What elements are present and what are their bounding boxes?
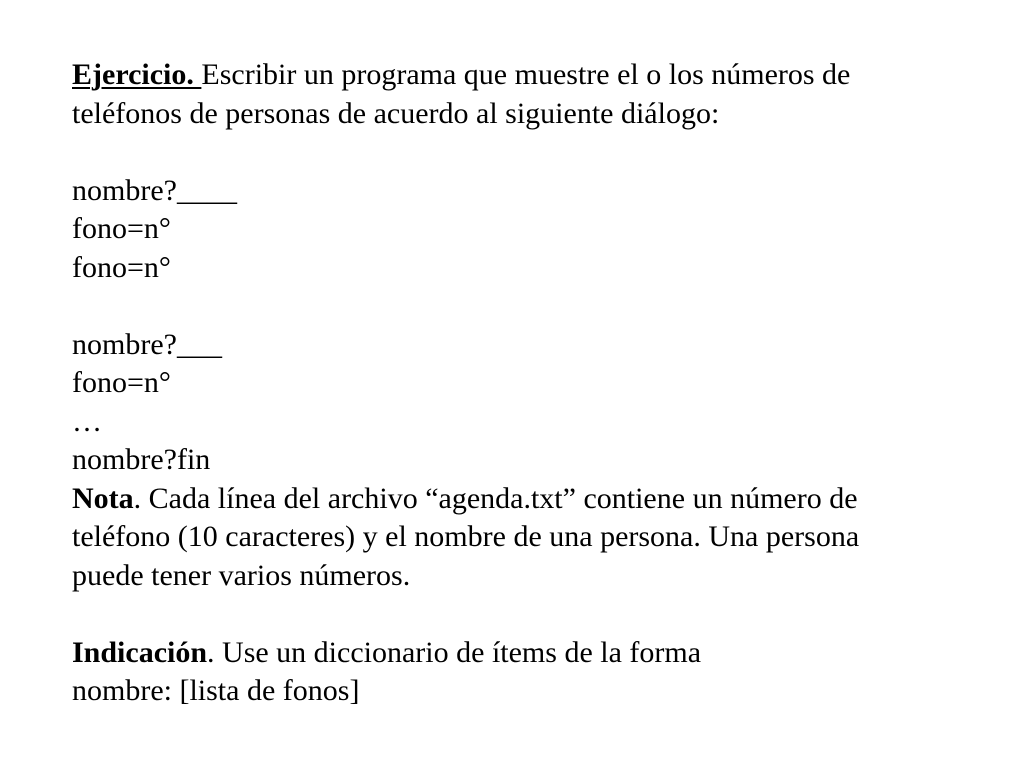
exercise-line-2: teléfonos de personas de acuerdo al siguiente diálogo: [72, 96, 720, 130]
note-text-1: . Cada línea del archivo “agenda.txt” contiene un número de [133, 481, 858, 515]
hint-label: Indicación [72, 635, 208, 669]
exercise-line-1 [72, 56, 982, 95]
hint-line-1 [72, 634, 982, 673]
dialog-line: nombre?___ [72, 327, 222, 361]
hint-line-2: nombre: [lista de fonos] [72, 674, 360, 707]
exercise-text-1: Escribir un programa que muestre el o los números de [201, 58, 851, 91]
hint-text-1: . Use un diccionario de ítems de la forma [207, 635, 702, 669]
note-label: Nota [72, 481, 134, 515]
spacer [72, 287, 982, 326]
exercise-heading: Ejercicio. [72, 58, 202, 91]
note-line-1 [72, 480, 982, 519]
slide-content [72, 56, 982, 711]
note-line-2: teléfono (10 caracteres) y el nombre de una persona. Una persona [72, 520, 860, 553]
note-line-3: puede tener varios números. [72, 558, 411, 592]
spacer [72, 595, 982, 634]
dialog-line: nombre?____ [72, 173, 237, 207]
spacer [72, 133, 982, 172]
dialog-line: nombre?fin [72, 443, 211, 476]
dialog-line: … [72, 404, 102, 438]
dialog-line: fono=n° [72, 366, 171, 399]
dialog-line: fono=n° [72, 250, 171, 284]
dialog-line: fono=n° [72, 212, 171, 245]
